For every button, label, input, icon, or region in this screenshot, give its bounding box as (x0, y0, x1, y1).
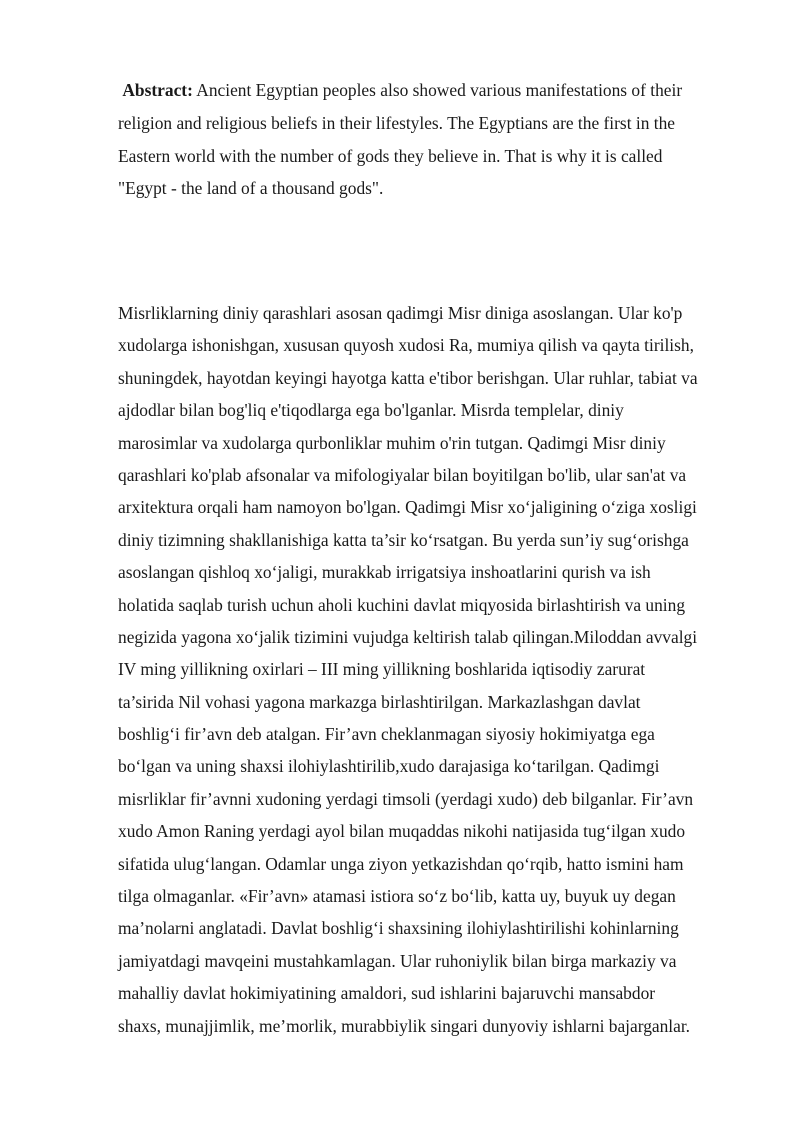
body-line: jamiyatdagi mavqeini mustahkamlagan. Ular ruhoniylik bilan birga markaziy va (118, 950, 677, 971)
body-line: qarashlari ko'plab afsonalar va mifologiyalar bilan boyitilgan bo'lib, ular san'at va (118, 464, 687, 485)
body-line: ta’sirida Nil vohasi yagona markazga birlashtirilgan. Markazlashgan davlat (118, 691, 641, 712)
abstract-line (118, 74, 743, 107)
body-line: xudolarga ishonishgan, xususan quyosh xudosi Ra, mumiya qilish va qayta tirilish, (118, 335, 694, 356)
abstract-first-line: Ancient Egyptian peoples also showed various manifestations of their (196, 80, 683, 100)
body-line: shaxs, munajjimlik, me’morlik, murabbiylik singari dunyoviy ishlarni bajarganlar. (118, 1015, 691, 1036)
body-line: ajdodlar bilan bog'liq e'tiqodlarga ega bo'lganlar. Misrda templelar, diniy (118, 400, 624, 421)
body-line: shuningdek, hayotdan keyingi hayotga katta e'tibor berishgan. Ular ruhlar, tabiat va (118, 367, 698, 388)
abstract-line: "Egypt - the land of a thousand gods". (118, 178, 384, 199)
body-paragraph (118, 297, 743, 1042)
body-line: misrliklar fir’avnni xudoning yerdagi timsoli (yerdagi xudo) deb bilganlar. Fir’avn (118, 788, 694, 809)
abstract-label: Abstract: (122, 80, 193, 100)
body-line: asoslangan qishloq xo‘jaligi, murakkab irrigatsiya inshoatlarini qurish va ish (118, 562, 651, 583)
abstract-line: Eastern world with the number of gods they believe in. That is why it is called (118, 145, 663, 166)
abstract-section (118, 74, 743, 205)
body-line: marosimlar va xudolarga qurbonliklar muhim o'rin tutgan. Qadimgi Misr diniy (118, 432, 666, 453)
body-line: Misrliklarning diniy qarashlari asosan qadimgi Misr diniga asoslangan. Ular ko'p (118, 303, 683, 323)
body-line: tilga olmaganlar. «Fir’avn» atamasi istiora so‘z bo‘lib, katta uy, buyuk uy degan (118, 886, 676, 907)
body-line: sifatida ulug‘langan. Odamlar unga ziyon yetkazishdan qo‘rqib, hatto ismini ham (118, 853, 684, 874)
body-line: IV ming yillikning oxirlari – III ming yillikning boshlarida iqtisodiy zarurat (118, 659, 646, 680)
body-line: bo‘lgan va uning shaxsi ilohiylashtirilib,xudo darajasiga ko‘tarilgan. Qadimgi (118, 756, 660, 777)
body-line: arxitektura orqali ham namoyon bo'lgan. Qadimgi Misr xo‘jaligining o‘ziga xosligi (118, 497, 697, 518)
body-line: mahalliy davlat hokimiyatining amaldori, sud ishlarini bajaruvchi mansabdor (118, 983, 656, 1004)
body-line: boshlig‘i fir’avn deb atalgan. Fir’avn cheklanmagan siyosiy hokimiyatga ega (118, 724, 655, 745)
body-line: xudo Amon Raning yerdagi ayol bilan muqaddas nikohi natijasida tug‘ilgan xudo (118, 821, 686, 842)
abstract-line: religion and religious beliefs in their lifestyles. The Egyptians are the first in the (118, 112, 676, 133)
body-line: holatida saqlab turish uchun aholi kuchini davlat miqyosida birlashtirish va uning (118, 594, 686, 615)
body-line: diniy tizimning shakllanishiga katta ta’sir ko‘rsatgan. Bu yerda sun’iy sug‘orishga (118, 529, 689, 550)
body-line: ma’nolarni anglatadi. Davlat boshlig‘i shaxsining ilohiylashtirilishi kohinlarning (118, 918, 679, 939)
body-line: negizida yagona xo‘jalik tizimini vujudga keltirish talab qilingan.Miloddan avvalgi (118, 626, 698, 647)
